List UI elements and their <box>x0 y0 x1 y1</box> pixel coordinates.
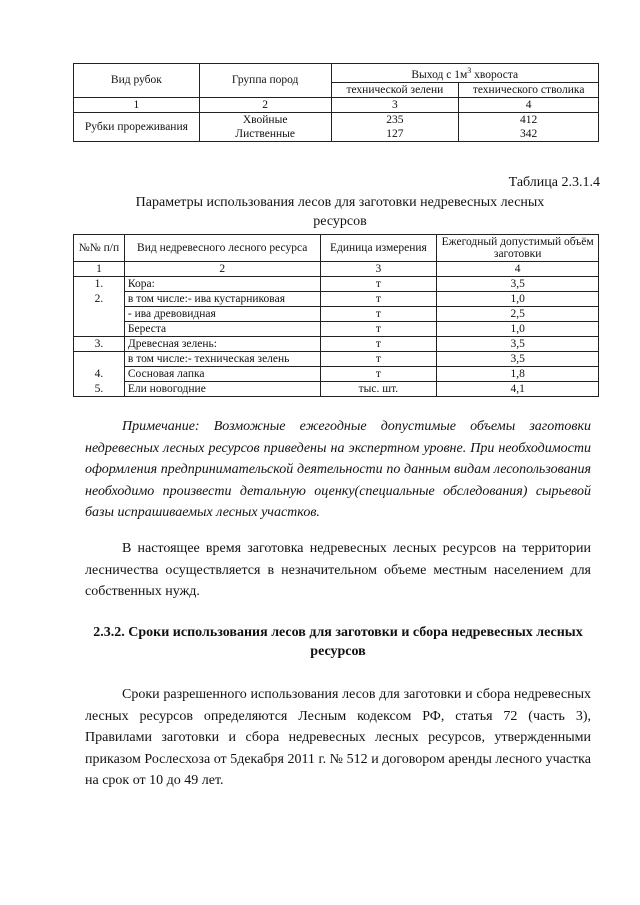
unit: т <box>320 352 437 367</box>
resource-kind: Сосновая лапка <box>124 367 320 382</box>
header-tech-green: технической зелени <box>331 82 459 97</box>
table-row <box>74 337 599 352</box>
resource-kind: - ива древовидная <box>124 307 320 322</box>
header-unit: Единица измерения <box>320 235 437 262</box>
unit: т <box>320 307 437 322</box>
header-num: №№ п/п <box>74 235 125 262</box>
annual-volume: 1,0 <box>437 292 599 307</box>
table-row <box>74 112 599 127</box>
row-num: 5. <box>74 382 125 397</box>
header-resource-kind: Вид недревесного лесного ресурса <box>124 235 320 262</box>
unit: тыс. шт. <box>320 382 437 397</box>
header-tech-pole: технического стволика <box>459 82 599 97</box>
col-num: 4 <box>459 97 599 112</box>
col-num: 3 <box>331 97 459 112</box>
row-num <box>74 307 125 322</box>
species-group: Лиственные <box>199 127 331 142</box>
unit: т <box>320 277 437 292</box>
section-heading: 2.3.2. Сроки использования лесов для заготовки и сбора недревесных лесных ресурсов <box>93 625 583 659</box>
unit: т <box>320 367 437 382</box>
resource-kind: Древесная зелень: <box>124 337 320 352</box>
tech-green-value: 127 <box>331 127 459 142</box>
table-number: Таблица 2.3.1.4 <box>508 175 600 190</box>
annual-volume: 1,0 <box>437 322 599 337</box>
table-row <box>74 322 599 337</box>
col-num: 2 <box>199 97 331 112</box>
species-group: Хвойные <box>199 112 331 127</box>
non-timber-resources-table <box>73 234 599 397</box>
yield-table <box>73 63 599 142</box>
resource-kind: Кора: <box>124 277 320 292</box>
header-species-group: Группа пород <box>199 64 331 98</box>
note-paragraph: Примечание: Возможные ежегодные допустимые объемы заготовки недревесных лесных ресурсов приведены на экспертном уровне. При необходимости оформления предпринимательской деятельности по данным видам лесопользования необходимо произвести детальную оценку(специальные обследования) сырьевой базы испрашиваемых лесных участков. <box>85 419 591 520</box>
unit: т <box>320 292 437 307</box>
tech-pole-value: 412 <box>459 112 599 127</box>
col-num: 2 <box>124 262 320 277</box>
table-row <box>74 382 599 397</box>
cutting-type: Рубки прореживания <box>74 112 200 141</box>
row-num: 4. <box>74 367 125 382</box>
row-num: 2. <box>74 292 125 307</box>
row-num: 3. <box>74 337 125 352</box>
annual-volume: 2,5 <box>437 307 599 322</box>
resource-kind: в том числе:- ива кустарниковая <box>124 292 320 307</box>
tech-green-value: 235 <box>331 112 459 127</box>
resource-kind: Береста <box>124 322 320 337</box>
table-title: Параметры использования лесов для заготовки недревесных лесных ресурсов <box>135 195 545 229</box>
row-num: 1. <box>74 277 125 292</box>
table-row <box>74 367 599 382</box>
annual-volume: 3,5 <box>437 277 599 292</box>
annual-volume: 4,1 <box>437 382 599 397</box>
unit: т <box>320 337 437 352</box>
tech-pole-value: 342 <box>459 127 599 142</box>
paragraph: Сроки разрешенного использования лесов для заготовки и сбора недревесных лесных ресурсов определяются Лесным кодексом РФ, статья 72 (часть 3), Правилами заготовки и сбора недревесных лесных ресурсов, утвержденными приказом Рослесхоза от 5декабря 2011 г. № 512 и договором аренды лесного участка на срок от 10 до 49 лет. <box>85 687 591 788</box>
header-yield: Выход с $1м^3$ хвороста <box>331 64 598 83</box>
table-row <box>74 277 599 292</box>
table-row <box>74 292 599 307</box>
resource-kind: Ели новогодние <box>124 382 320 397</box>
annual-volume: 1,8 <box>437 367 599 382</box>
paragraph: В настоящее время заготовка недревесных лесных ресурсов на территории лесничества осуществляется в незначительном объеме местным населением для собственных нужд. <box>85 541 591 599</box>
header-annual-volume: Ежегодный допустимый объём заготовки <box>437 235 599 262</box>
col-num: 3 <box>320 262 437 277</box>
col-num: 1 <box>74 262 125 277</box>
col-num: 1 <box>74 97 200 112</box>
header-cutting-type: Вид рубок <box>74 64 200 98</box>
col-num: 4 <box>437 262 599 277</box>
annual-volume: 3,5 <box>437 352 599 367</box>
table-row <box>74 307 599 322</box>
table-row <box>74 352 599 367</box>
annual-volume: 3,5 <box>437 337 599 352</box>
row-num <box>74 322 125 337</box>
unit: т <box>320 322 437 337</box>
resource-kind: в том числе:- техническая зелень <box>124 352 320 367</box>
row-num <box>74 352 125 367</box>
